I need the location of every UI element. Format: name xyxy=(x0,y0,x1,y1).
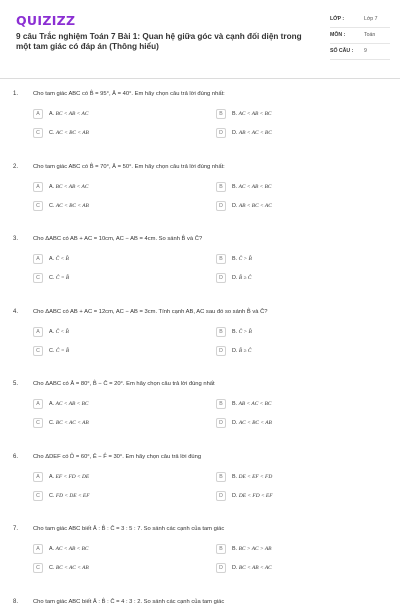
question-number: 1. xyxy=(13,91,19,97)
option-letter-box: C xyxy=(33,128,43,138)
option-letter-box: A xyxy=(33,109,43,119)
option-text: B. Ĉ > B̂ xyxy=(232,256,252,262)
option-letter-box: A xyxy=(33,544,43,554)
meta-key: SỐ CÂU : xyxy=(330,48,354,54)
option-c[interactable] xyxy=(33,200,89,212)
option-a[interactable] xyxy=(33,326,69,338)
option-letter-box: D xyxy=(216,491,226,501)
option-letter-box: B xyxy=(216,182,226,192)
option-d[interactable] xyxy=(216,562,272,574)
option-text: C. FD < DE < EF xyxy=(49,492,90,499)
option-a[interactable] xyxy=(33,108,88,120)
meta-value: 9 xyxy=(364,48,367,54)
option-text: D. DE < FD < EF xyxy=(232,492,273,499)
option-c[interactable] xyxy=(33,490,90,502)
option-text: A. EF < FD < DE xyxy=(49,473,90,480)
option-letter-box: D xyxy=(216,128,226,138)
option-text: D. B̂ ≥ Ĉ xyxy=(232,275,252,281)
question-text: Cho tam giác ABC có B̂ = 70°, Â = 50°. Em hãy chọn câu trả lời đúng nhất: xyxy=(33,163,225,170)
option-letter-box: C xyxy=(33,273,43,283)
option-text: B. AB < AC < BC xyxy=(232,401,272,407)
question-number: 3. xyxy=(13,236,19,242)
option-text: B. Ĉ > B̂ xyxy=(232,328,252,335)
option-letter-box: A xyxy=(33,327,43,337)
option-b[interactable] xyxy=(216,253,252,265)
option-c[interactable] xyxy=(33,562,89,574)
option-text: D. AC < BC < AB xyxy=(232,420,272,426)
option-text: D. B̂ ≥ Ĉ xyxy=(232,347,252,354)
option-d[interactable] xyxy=(216,490,273,502)
option-text: D. AB < BC < AC xyxy=(232,202,272,209)
option-a[interactable] xyxy=(33,253,69,265)
question-text: Cho tam giác ABC có B̂ = 95°, Â = 40°. Em hãy chọn câu trả lời đúng nhất: xyxy=(33,91,225,97)
meta-row-subject xyxy=(330,28,390,44)
option-d[interactable] xyxy=(216,345,251,357)
option-letter-box: C xyxy=(33,346,43,356)
option-b[interactable] xyxy=(216,398,272,410)
meta-value: Lớp 7 xyxy=(364,16,378,22)
option-letter-box: D xyxy=(216,201,226,211)
option-text: C. Ĉ = B̂ xyxy=(49,347,70,354)
option-text: B. AC < AB < BC xyxy=(232,183,272,190)
option-b[interactable] xyxy=(216,326,252,338)
option-text: D. AB < AC < BC xyxy=(232,130,272,136)
option-b[interactable] xyxy=(216,543,271,555)
option-c[interactable] xyxy=(33,417,89,429)
option-letter-box: C xyxy=(33,201,43,211)
option-d[interactable] xyxy=(216,417,272,429)
option-text: C. AC < BC < AB xyxy=(49,130,89,136)
option-letter-box: B xyxy=(216,254,226,264)
option-letter-box: A xyxy=(33,472,43,482)
option-text: B. AC < AB < BC xyxy=(232,111,272,117)
option-b[interactable] xyxy=(216,181,272,193)
option-letter-box: D xyxy=(216,563,226,573)
option-text: C. BC < AC < AB xyxy=(49,420,89,426)
question-number: 4. xyxy=(13,308,19,315)
option-a[interactable] xyxy=(33,398,89,410)
option-text: B. DE < EF < FD xyxy=(232,473,273,480)
option-letter-box: D xyxy=(216,346,226,356)
option-b[interactable] xyxy=(216,471,272,483)
option-letter-box: C xyxy=(33,491,43,501)
meta-value: Toán xyxy=(364,32,376,38)
question-text: Cho ΔDEF có D̂ = 60°, Ê − F̂ = 30°. Em hãy chọn câu trả lời đúng xyxy=(33,453,202,460)
option-letter-box: B xyxy=(216,327,226,337)
question-number: 2. xyxy=(13,163,19,170)
header-divider xyxy=(0,78,400,79)
option-d[interactable] xyxy=(216,200,272,212)
quizizz-logo: QUIZIZZ xyxy=(16,13,76,28)
option-letter-box: A xyxy=(33,399,43,409)
option-text: A. BC < AB < AC xyxy=(49,111,89,117)
option-letter-box: B xyxy=(216,544,226,554)
option-text: A. BC < AB < AC xyxy=(49,183,89,190)
meta-key: LỚP : xyxy=(330,16,345,22)
question-text: Cho tam giác ABC biết Â : B̂ : Ĉ = 4 : 3 : 2. So sánh các cạnh của tam giác xyxy=(33,598,225,605)
option-d[interactable] xyxy=(216,272,251,284)
meta-table xyxy=(330,12,390,60)
meta-key: MÔN : xyxy=(330,32,346,38)
question-number: 6. xyxy=(13,453,19,460)
question-number: 5. xyxy=(13,381,19,387)
option-c[interactable] xyxy=(33,345,69,357)
option-c[interactable] xyxy=(33,127,89,139)
option-letter-box: A xyxy=(33,182,43,192)
option-text: A. AC < AB < BC xyxy=(49,546,89,552)
meta-row-class xyxy=(330,12,390,28)
option-c[interactable] xyxy=(33,272,69,284)
option-letter-box: A xyxy=(33,254,43,264)
option-a[interactable] xyxy=(33,543,89,555)
option-letter-box: B xyxy=(216,109,226,119)
option-a[interactable] xyxy=(33,471,89,483)
option-letter-box: D xyxy=(216,418,226,428)
question-text: Cho tam giác ABC biết Â : B̂ : Ĉ = 3 : 5 : 7. So sánh các cạnh của tam giác xyxy=(33,526,225,532)
option-text: A. AC < AB < BC xyxy=(49,401,89,407)
option-text: A. Ĉ < B̂ xyxy=(49,256,69,262)
meta-row-count xyxy=(330,44,390,60)
question-text: Cho ΔABC có AB + AC = 10cm, AC − AB = 4cm. So sánh B̂ và Ĉ? xyxy=(33,236,203,242)
option-text: A. Ĉ < B̂ xyxy=(49,328,69,335)
option-letter-box: D xyxy=(216,273,226,283)
question-number: 7. xyxy=(13,526,19,532)
option-text: B. BC > AC > AB xyxy=(232,546,272,552)
question-number: 8. xyxy=(13,598,19,605)
option-text: C. BC < AC < AB xyxy=(49,565,89,571)
document-title: 9 câu Trắc nghiệm Toán 7 Bài 1: Quan hệ giữa góc và cạnh đối diện trong một tam giác có đáp án (Thông hiểu) xyxy=(16,32,302,51)
question-text: Cho ΔABC có AB + AC = 12cm, AC − AB = 3cm. Tính cạnh AB, AC sau đó so sánh B̂ và Ĉ? xyxy=(33,308,268,315)
question-text: Cho ΔABC có Â = 80°, B̂ − Ĉ = 20°. Em hãy chọn câu trả lời đúng nhất xyxy=(33,381,215,387)
option-text: D. BC < AB < AC xyxy=(232,565,272,571)
option-a[interactable] xyxy=(33,181,88,193)
option-text: C. Ĉ = B̂ xyxy=(49,275,70,281)
option-b[interactable] xyxy=(216,108,272,120)
option-letter-box: B xyxy=(216,472,226,482)
option-letter-box: C xyxy=(33,563,43,573)
document-header xyxy=(0,0,400,76)
option-d[interactable] xyxy=(216,127,272,139)
option-letter-box: B xyxy=(216,399,226,409)
option-letter-box: C xyxy=(33,418,43,428)
option-text: C. AC < BC < AB xyxy=(49,202,89,209)
